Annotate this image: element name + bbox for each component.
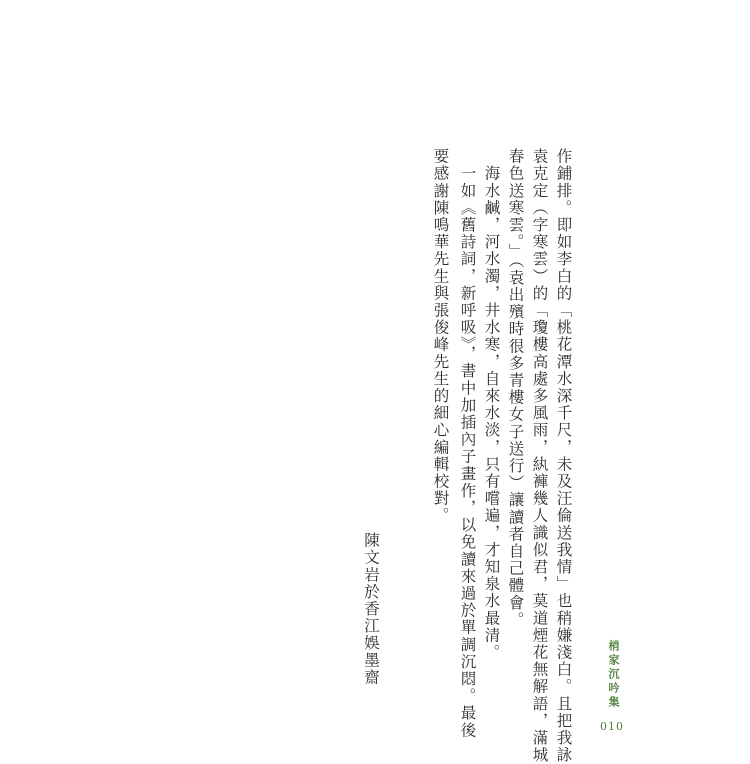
body-column-1: 作鋪排。即如李白的「桃花潭水深千尺，未及汪倫送我情」也稍嫌淺白。且把我詠 <box>554 148 573 764</box>
body-column-3: 春色送寒雲。」（袁出殯時很多青樓女子送行）讓讀者自己體會。 <box>506 148 525 629</box>
author-signature: 陳文岩於香江娛墨齋 <box>362 532 380 686</box>
body-column-6: 要感謝陳鳴華先生與張俊峰先生的細心編輯校對。 <box>431 148 450 525</box>
running-title: 梢家沉吟集 <box>607 640 620 710</box>
body-column-2: 袁克定（字寒雲）的「瓊樓高處多風雨，紈褲幾人識似君，莫道煙花無解語，滿城 <box>530 148 549 764</box>
body-column-5: 一如《舊詩詞，新呼吸》，書中加插內子畫作，以免讀來過於單調沉悶。最後 <box>458 148 477 739</box>
body-column-4: 海水鹹，河水濁，井水寒，自來水淡，只有嚐遍，才知泉水最清。 <box>482 148 501 661</box>
page-number: 010 <box>600 720 624 733</box>
